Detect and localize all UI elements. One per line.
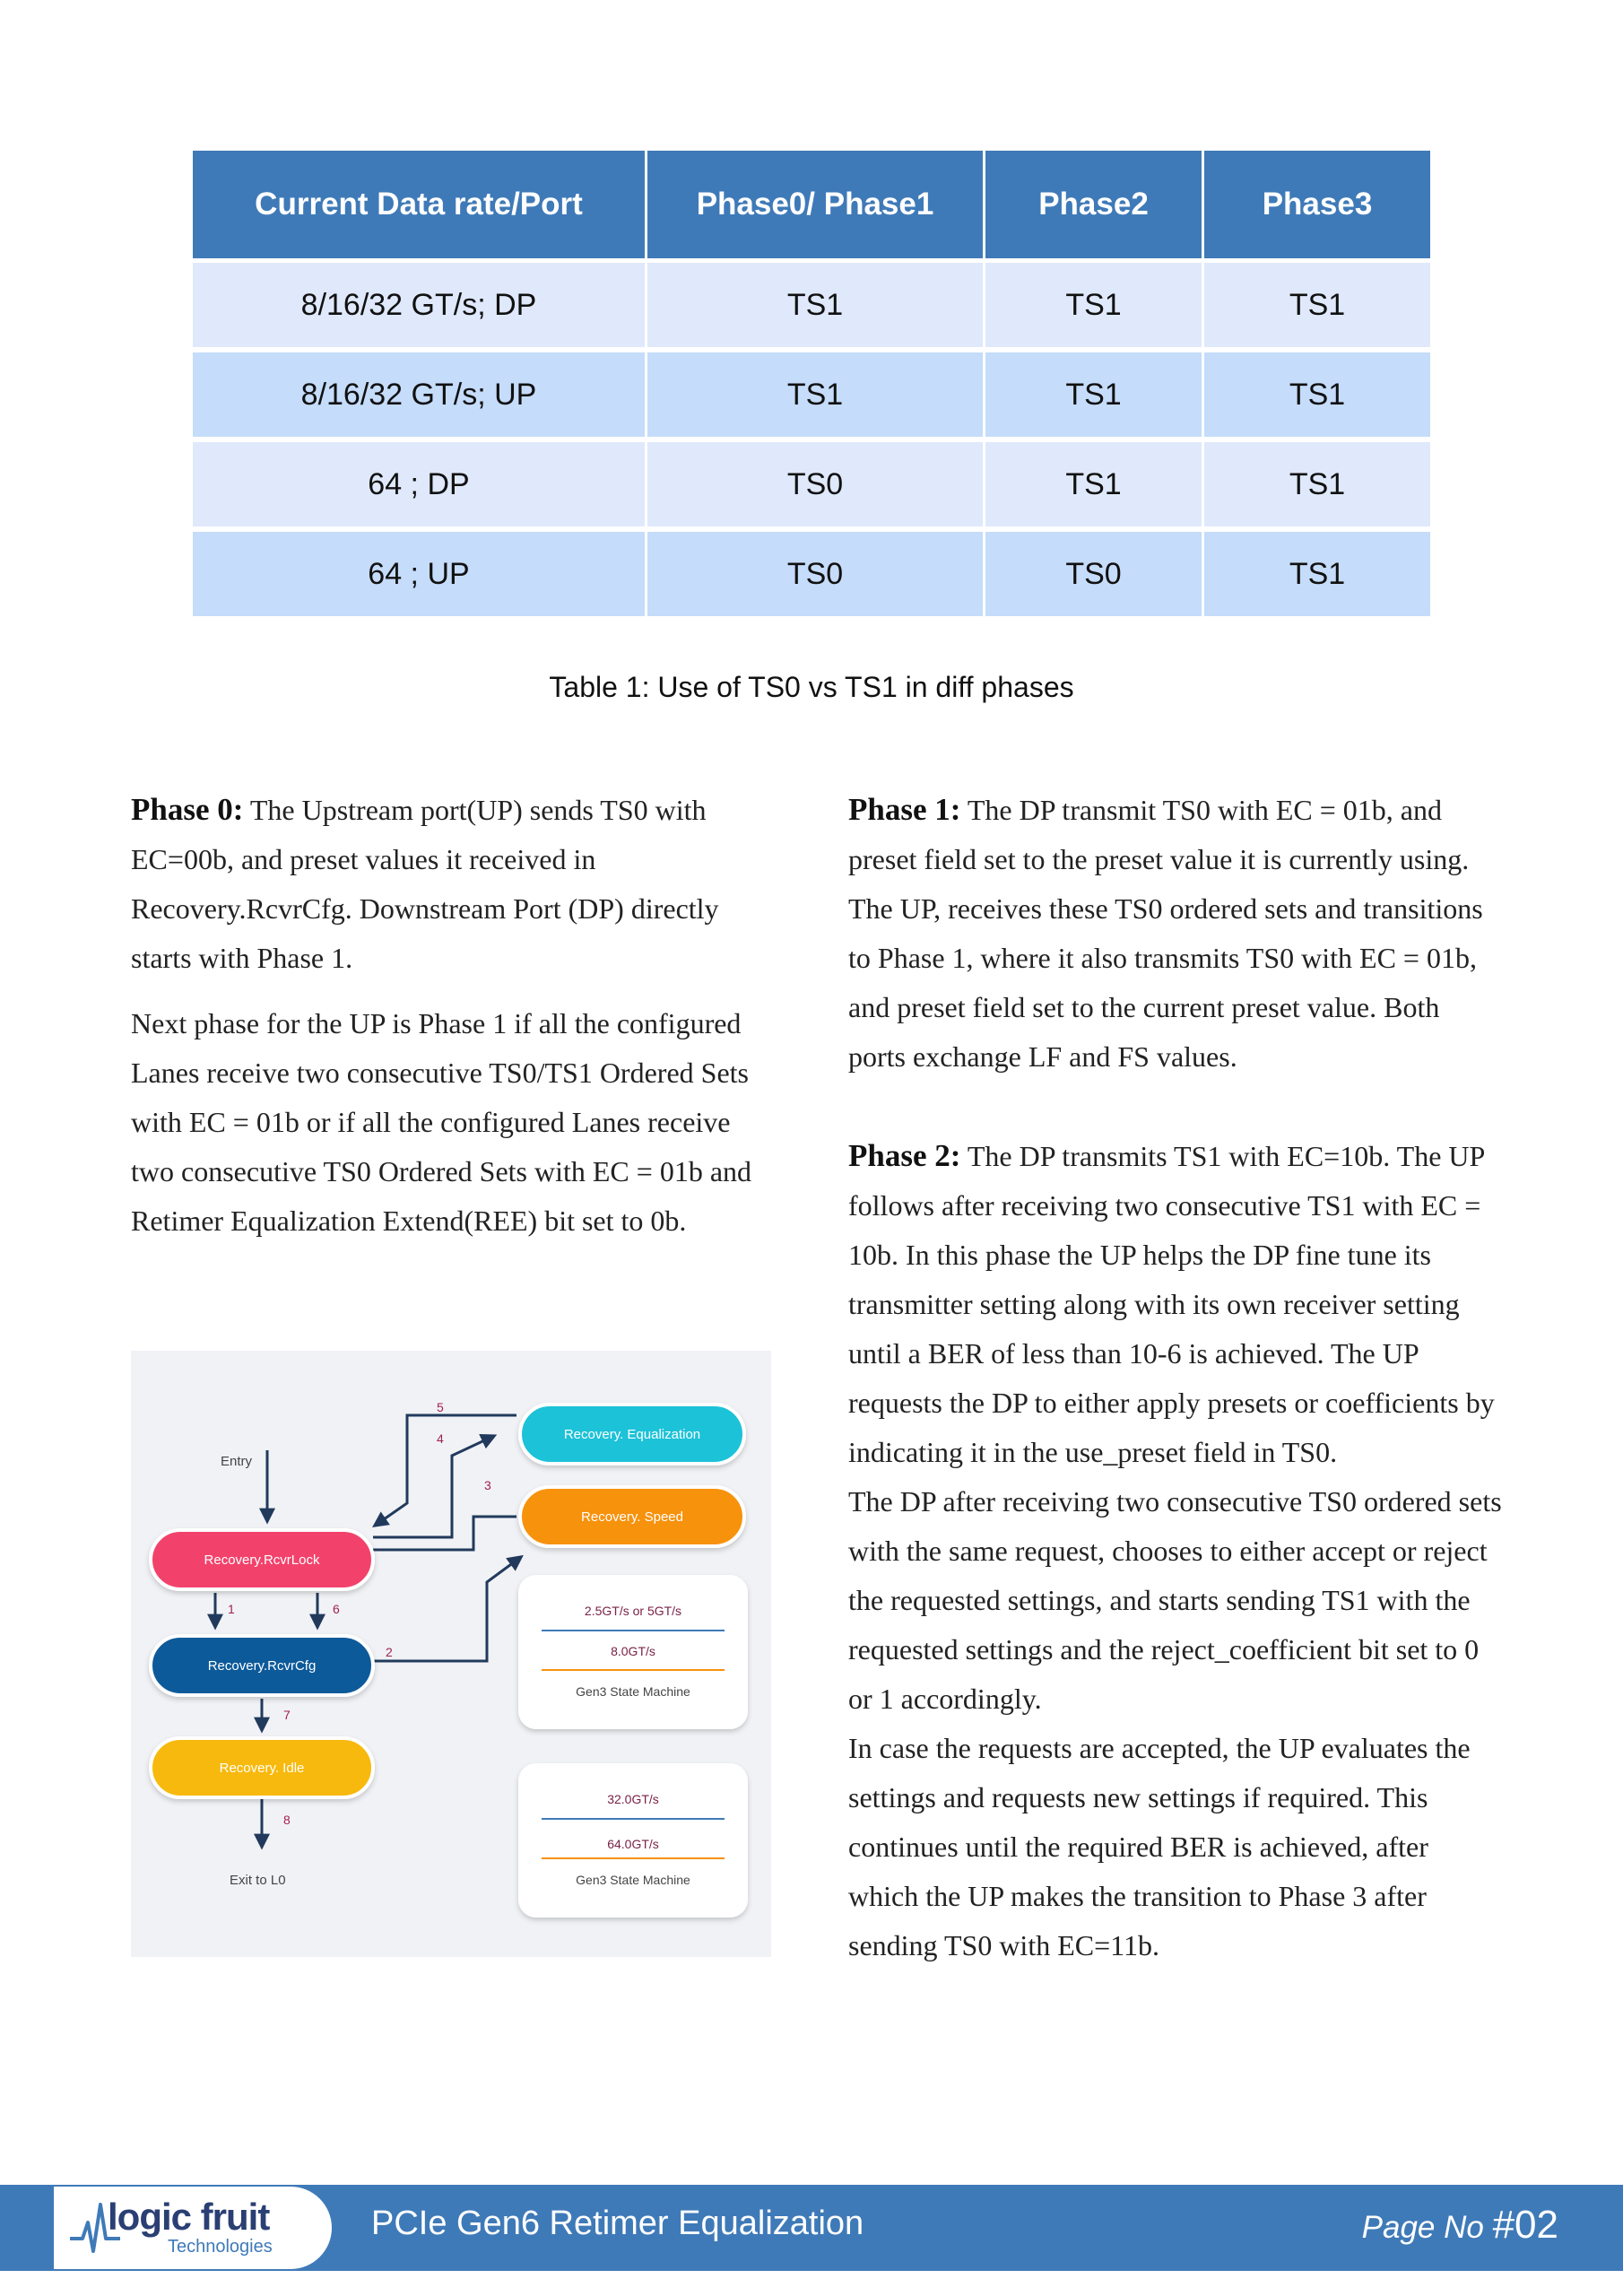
table-cell: TS1 [1204, 532, 1430, 622]
table-cell: 8/16/32 GT/s; UP [193, 352, 647, 442]
table-row [193, 263, 1430, 352]
box2-line1: 32.0GT/s [607, 1792, 659, 1806]
state-equalization-label: Recovery. Equalization [563, 1427, 701, 1442]
table-cell: TS1 [647, 352, 985, 442]
page-label: Page No [1361, 2210, 1493, 2245]
phase0-heading: Phase 0: [131, 792, 244, 827]
table-cell: 8/16/32 GT/s; DP [193, 263, 647, 352]
column-header: Phase3 [1204, 151, 1430, 263]
column-header: Phase2 [985, 151, 1204, 263]
phase1-paragraph [848, 785, 1503, 1082]
phase2-heading: Phase 2: [848, 1138, 961, 1173]
state-speed-label: Recovery. Speed [581, 1509, 683, 1525]
edge-label-6: 6 [333, 1602, 340, 1616]
table-cell: TS1 [1204, 442, 1430, 532]
diagram-svg [131, 1351, 771, 1957]
edge-label-3: 3 [484, 1478, 491, 1492]
phase2-paragraph [848, 1131, 1503, 1477]
table-cell: TS0 [985, 532, 1204, 622]
box1-line3: Gen3 State Machine [576, 1684, 690, 1699]
table-cell: TS0 [647, 532, 985, 622]
edge-4-arrow [373, 1436, 494, 1537]
edge-label-4: 4 [437, 1431, 444, 1446]
table-cell: 64 ; UP [193, 532, 647, 622]
exit-label: Exit to L0 [230, 1873, 286, 1888]
phase1-heading: Phase 1: [848, 792, 961, 827]
table-row [193, 532, 1430, 622]
footer-title: PCIe Gen6 Retimer Equalization [371, 2205, 864, 2242]
table-cell: TS1 [1204, 263, 1430, 352]
state-rcvrcfg-label: Recovery.RcvrCfg [207, 1658, 317, 1674]
next-phase-paragraph: Next phase for the UP is Phase 1 if all the configured Lanes receive two consecutive TS0/TS1 Ordered Sets with EC = 01b or if all the configured Lanes receive two consecutive TS0 Ordered Sets with EC = 01b and Retimer Equalization Extend(REE) bit set to 0b. [131, 1007, 752, 1237]
table-row [193, 352, 1430, 442]
entry-label: Entry [221, 1454, 253, 1469]
table-caption: Table 1: Use of TS0 vs TS1 in diff phases [549, 671, 1074, 703]
left-column [131, 785, 777, 1246]
page-number-value: #02 [1492, 2203, 1558, 2247]
edge-label-1: 1 [228, 1602, 235, 1616]
dp-paragraph: The DP after receiving two consecutive TS0 ordered sets with the same request, chooses to either accept or reject the requested settings, and starts sending TS1 with the requested settings and the reject_coefficient bit set to 0 or 1 accordingly. [848, 1485, 1502, 1715]
page-number [1362, 2203, 1558, 2248]
table-cell: TS1 [985, 263, 1204, 352]
phase0-paragraph [131, 785, 777, 983]
phase1-text: The DP transmit TS0 with EC = 01b, and preset field set to the preset value it is currently using. The UP, receives these TS0 ordered sets and transitions to Phase 1, where it also transmits TS0 with EC = 01b, and preset field set to the current preset value. Both ports exchange LF and FS values. [848, 794, 1483, 1073]
right-column [848, 785, 1503, 1970]
ts-usage-table [193, 151, 1430, 622]
edge-2-arrow [373, 1557, 521, 1661]
recovery-state-diagram [131, 1351, 771, 1957]
column-header: Current Data rate/Port [193, 151, 647, 263]
table-cell: TS1 [647, 263, 985, 352]
edge-label-2: 2 [386, 1645, 393, 1659]
box2-line3: Gen3 State Machine [576, 1873, 690, 1887]
logo-wordmark: logic fruit [108, 2196, 270, 2238]
table-header-row [193, 151, 1430, 263]
table-cell: 64 ; DP [193, 442, 647, 532]
box2-line2: 64.0GT/s [607, 1837, 659, 1851]
phase0-text: The Upstream port(UP) sends TS0 with EC=00b, and preset values it received in Recovery.RcvrCfg. Downstream Port (DP) directly starts with Phase 1. [131, 794, 719, 974]
edge-5-arrow [375, 1415, 516, 1526]
state-rcvrlock-label: Recovery.RcvrLock [204, 1552, 320, 1568]
box1-line2: 8.0GT/s [611, 1644, 655, 1658]
table-cell: TS1 [985, 442, 1204, 532]
state-idle-label: Recovery. Idle [219, 1761, 305, 1776]
edge-label-5: 5 [437, 1400, 444, 1414]
box1-line1: 2.5GT/s or 5GT/s [584, 1604, 682, 1618]
edge-3-line [373, 1517, 516, 1550]
logo-subtitle: Technologies [168, 2237, 273, 2257]
table-cell: TS0 [647, 442, 985, 532]
edge-label-8: 8 [283, 1813, 291, 1827]
column-header: Phase0/ Phase1 [647, 151, 985, 263]
table-row [193, 442, 1430, 532]
edge-label-7: 7 [283, 1708, 291, 1722]
table-cell: TS1 [985, 352, 1204, 442]
phase2-text: The DP transmits TS1 with EC=10b. The UP follows after receiving two consecutive TS1 with EC = 10b. In this phase the UP helps the DP fine tune its transmitter setting along with its own receiver setting until a BER of less than 10-6 is achieved. The UP requests the DP to either apply presets or coefficients by indicating it in the use_preset field in TS0. [848, 1140, 1495, 1468]
accepted-paragraph: In case the requests are accepted, the UP evaluates the settings and requests new settings if required. This continues until the required BER is achieved, after which the UP makes the transition to Phase 3 after sending TS0 with EC=11b. [848, 1732, 1471, 1961]
table-cell: TS1 [1204, 352, 1430, 442]
